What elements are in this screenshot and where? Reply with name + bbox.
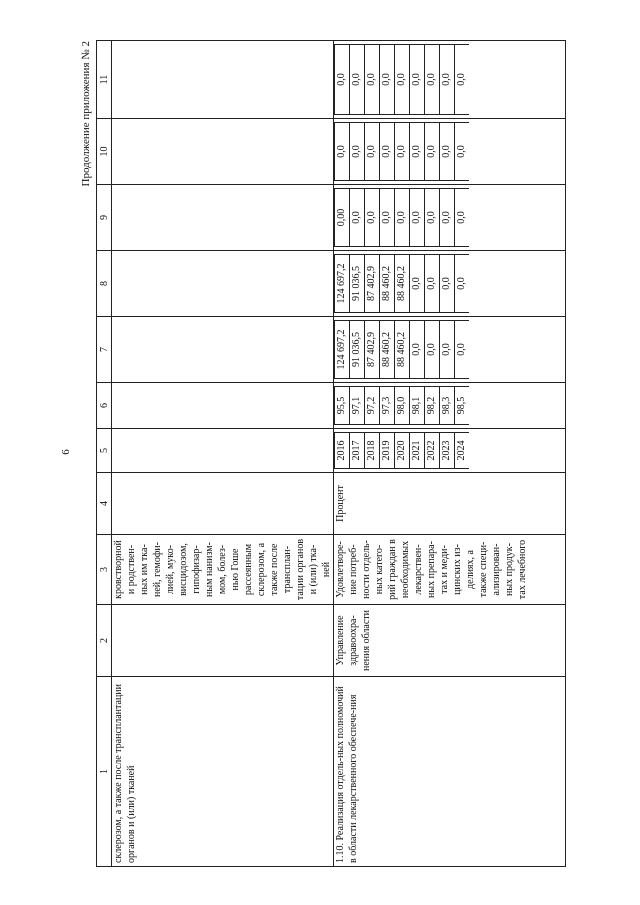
funding-value: 0,0 <box>440 321 455 379</box>
col9-funding-cell <box>334 185 566 251</box>
year-value: 2024 <box>455 433 470 469</box>
indicator-value: 98,0 <box>395 387 410 425</box>
year-value: 2019 <box>380 433 395 469</box>
funding-value: 0,0 <box>455 255 470 313</box>
funding-value: 0,0 <box>365 189 380 247</box>
funding-value: 0,0 <box>395 45 410 115</box>
year-value: 2018 <box>365 433 380 469</box>
empty-cell <box>112 317 334 383</box>
col10-funding-list <box>334 122 469 181</box>
funding-value: 0,0 <box>425 189 440 247</box>
year-value: 2016 <box>335 433 350 469</box>
activity-name-cell: 1.10. Реализация отдель-ных полномочий в области лекарственного обеспече-ния <box>334 677 566 867</box>
funding-value: 0,0 <box>350 189 365 247</box>
funding-value: 0,0 <box>410 255 425 313</box>
indicator-value: 98,5 <box>455 387 470 425</box>
funding-value: 124 697,2 <box>335 321 350 379</box>
funding-value: 0,0 <box>365 45 380 115</box>
indicator-cell: Удовлетворе-ние потреб-ности отдель-ных катего-рий граждан в необходимых лекарствен-ных препара-тах и меди-цинских из-делиях, а также специ-ализирован-ных продук-тах лечебного <box>334 535 566 605</box>
empty-cell <box>112 185 334 251</box>
column-number: 8 <box>97 251 112 317</box>
col11-funding-cell <box>334 41 566 119</box>
indicator-value: 95,5 <box>335 387 350 425</box>
funding-value: 0,0 <box>395 123 410 181</box>
funding-value: 0,0 <box>410 189 425 247</box>
funding-value: 0,0 <box>395 189 410 247</box>
empty-cell <box>112 605 334 677</box>
col9-funding-list <box>334 188 469 247</box>
col10-funding-cell <box>334 119 566 185</box>
continuation-label: Продолжение приложения № 2 <box>80 41 92 187</box>
year-value: 2021 <box>410 433 425 469</box>
column-number: 3 <box>97 535 112 605</box>
funding-value: 88 460,2 <box>395 255 410 313</box>
funding-value: 0,00 <box>335 189 350 247</box>
funding-value: 0,0 <box>440 45 455 115</box>
column-number: 7 <box>97 317 112 383</box>
funding-value: 0,0 <box>410 321 425 379</box>
funding-value: 0,0 <box>440 255 455 313</box>
empty-cell <box>112 429 334 473</box>
funding-value: 0,0 <box>455 321 470 379</box>
funding-value: 0,0 <box>365 123 380 181</box>
funding-value: 124 697,2 <box>335 255 350 313</box>
funding-value: 0,0 <box>455 123 470 181</box>
funding-value: 0,0 <box>380 189 395 247</box>
funding-value: 0,0 <box>350 45 365 115</box>
empty-cell <box>112 473 334 535</box>
year-value: 2023 <box>440 433 455 469</box>
indicator-value: 98,3 <box>440 387 455 425</box>
years-cell <box>334 429 566 473</box>
funding-value: 88 460,2 <box>380 321 395 379</box>
total-funding-list <box>334 320 469 379</box>
column-number-row <box>97 41 112 867</box>
unit-cell: Процент <box>334 473 566 535</box>
funding-value: 0,0 <box>425 321 440 379</box>
row-1-10 <box>334 41 566 867</box>
page-number: 6 <box>60 449 72 455</box>
funding-value: 91 036,5 <box>350 255 365 313</box>
indicator-values-cell <box>334 383 566 429</box>
funding-value: 0,0 <box>380 123 395 181</box>
funding-value: 0,0 <box>425 255 440 313</box>
funding-value: 0,0 <box>455 45 470 115</box>
column-number: 11 <box>97 41 112 119</box>
funding-value: 0,0 <box>440 123 455 181</box>
funding-value: 0,0 <box>410 45 425 115</box>
appendix-table <box>96 40 566 867</box>
total-funding-cell <box>334 317 566 383</box>
indicator-value: 97,1 <box>350 387 365 425</box>
funding-value: 88 460,2 <box>395 321 410 379</box>
funding-value: 0,0 <box>425 45 440 115</box>
empty-cell <box>112 41 334 119</box>
funding-value: 0,0 <box>350 123 365 181</box>
col8-funding-cell <box>334 251 566 317</box>
empty-cell <box>112 251 334 317</box>
funding-value: 0,0 <box>425 123 440 181</box>
indicator-value: 98,1 <box>410 387 425 425</box>
rotated-page <box>60 27 580 877</box>
years-list <box>334 432 469 469</box>
indicator-value: 97,2 <box>365 387 380 425</box>
continuation-row <box>112 41 334 867</box>
column-number: 6 <box>97 383 112 429</box>
empty-cell <box>112 383 334 429</box>
funding-value: 0,0 <box>440 189 455 247</box>
funding-value: 91 036,5 <box>350 321 365 379</box>
funding-value: 0,0 <box>455 189 470 247</box>
indicator-value: 97,3 <box>380 387 395 425</box>
col8-funding-list <box>334 254 469 313</box>
column-number: 5 <box>97 429 112 473</box>
continuation-cell-col1: склерозом, а также после трансплантации органов и (или) тканей <box>112 677 334 867</box>
funding-value: 87 402,9 <box>365 255 380 313</box>
funding-value: 0,0 <box>410 123 425 181</box>
column-number: 2 <box>97 605 112 677</box>
continuation-cell-col3: кровстворной и родствен-ных им тка-ней, гемофи-лией, муко-висцидозом, гипофизар-ным нанизм-мом, болез-нью Гоше рассеянным склерозом, а также после трансплан-тации органов и (или) тка-ней <box>112 535 334 605</box>
empty-cell <box>112 119 334 185</box>
executor-cell: Управление здравоохра-нения области <box>334 605 566 677</box>
column-number: 4 <box>97 473 112 535</box>
column-number: 1 <box>97 677 112 867</box>
funding-value: 87 402,9 <box>365 321 380 379</box>
col11-funding-list <box>334 44 469 115</box>
funding-value: 0,0 <box>335 123 350 181</box>
column-number: 10 <box>97 119 112 185</box>
indicator-values-list <box>334 386 469 425</box>
indicator-value: 98,2 <box>425 387 440 425</box>
funding-value: 0,0 <box>335 45 350 115</box>
year-value: 2020 <box>395 433 410 469</box>
year-value: 2022 <box>425 433 440 469</box>
funding-value: 88 460,2 <box>380 255 395 313</box>
year-value: 2017 <box>350 433 365 469</box>
funding-value: 0,0 <box>380 45 395 115</box>
column-number: 9 <box>97 185 112 251</box>
